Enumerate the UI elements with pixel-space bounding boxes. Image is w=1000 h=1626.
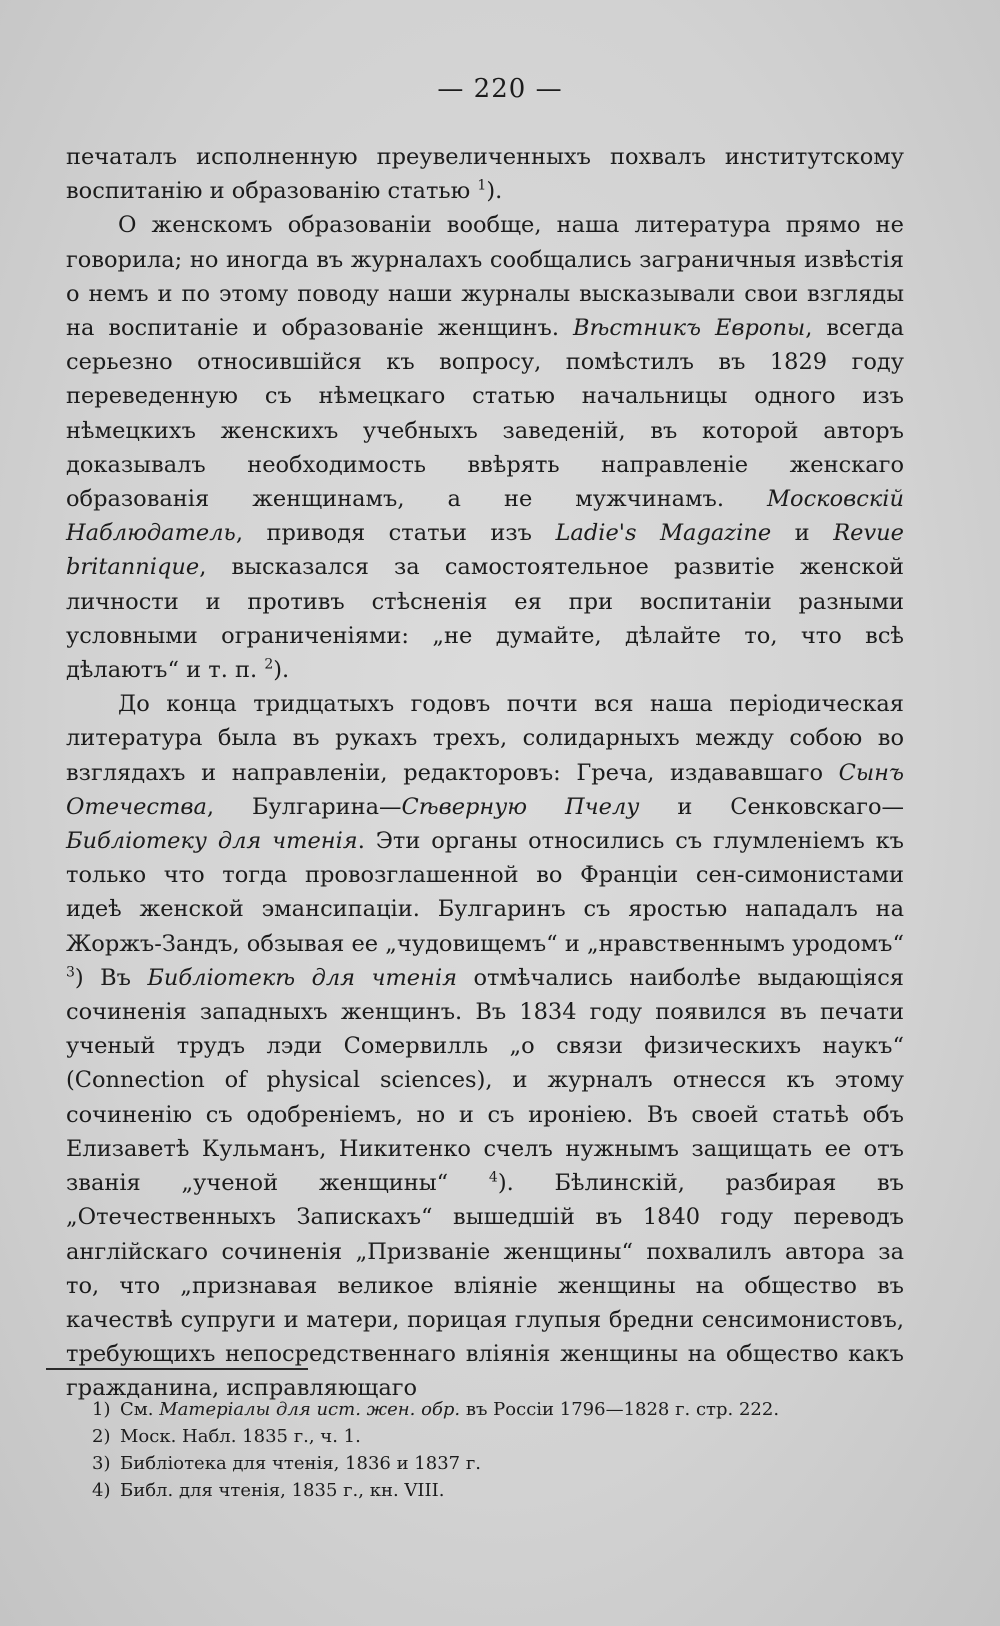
- text-run: . Эти органы относились съ глумленіемъ къ только что тогда провозглашенной во Франціи сен-симонистами идеѣ женской эмансипаціи. Булгаринъ съ яростью нападалъ на Жоржъ-Зандъ, обзывая ее „чудовищемъ“ и „нравственнымъ уродомъ“: [66, 828, 904, 957]
- paragraph: [66, 140, 904, 208]
- italic-title: Московскій Наблюдатель: [66, 486, 904, 547]
- text-run: ).: [486, 178, 503, 205]
- footnotes: [92, 1396, 912, 1504]
- text-run: отмѣчались наиболѣе выдающіяся сочиненія западныхъ женщинъ. Въ 1834 году появился въ печати ученый трудъ лэди Сомервилль „о связи физическихъ наукъ“ (Connection of physical sciences), и журналъ отнесся къ этому сочиненію съ одобреніемъ, но и съ ироніею. Въ своей статьѣ объ Елизаветѣ Кульманъ, Никитенко счелъ нужнымъ защищать ее отъ званія „ученой женщины“: [66, 964, 904, 1197]
- text-run: См.: [120, 1399, 160, 1420]
- italic-title: Матеріалы для ист. жен. обр.: [159, 1399, 461, 1420]
- footnote-reference: 1: [477, 177, 487, 194]
- text-run: ). Бѣлинскій, разбирая въ „Отечественныхъ Запискахъ“ вышедшій въ 1840 году переводъ англійскаго сочиненія „Призваніе женщины“ похвалилъ автора за то, что „признавая великое вліяніе женщины на общество въ качествѣ супруги и матери, порицая глупыя бредни сенсимонистовъ, требующихъ непосредственнаго вліянія женщины на общество какъ гражданина, исправляющаго: [66, 1170, 904, 1402]
- page-number: — 220 —: [437, 74, 563, 104]
- italic-title: Revue britannique: [66, 520, 904, 581]
- footnote-mark: 4): [92, 1480, 111, 1501]
- footnote-mark: 3): [92, 1453, 111, 1474]
- italic-title: Библіотекѣ для чтенія: [147, 964, 458, 991]
- italic-title: Сынъ Отечества: [66, 759, 904, 820]
- footnote: [92, 1477, 912, 1504]
- text-run: До конца тридцатыхъ годовъ почти вся наша періодическая литература была въ рукахъ трехъ, солидарныхъ между собою во взглядахъ и направленіи, редакторовъ: Греча, издававшаго: [66, 691, 904, 786]
- italic-title: Вѣстникъ Европы: [572, 315, 806, 342]
- text-run: Библ. для чтенія, 1835 г., кн. VIII.: [120, 1480, 445, 1501]
- italic-title: Сѣверную Пчелу: [401, 793, 640, 820]
- text-run: ).: [273, 657, 290, 684]
- footnote-reference: 2: [264, 656, 274, 673]
- footnote-mark: 1): [92, 1399, 111, 1420]
- footnote-mark: 2): [92, 1426, 111, 1447]
- footnote: [92, 1423, 912, 1450]
- text-run: и Сенковскаго—: [639, 793, 904, 820]
- text-run: и: [771, 520, 834, 547]
- italic-title: Библіотеку для чтенія: [66, 828, 358, 855]
- text-run: , приводя статьи изъ: [235, 520, 556, 547]
- text-run: ) Въ: [74, 964, 148, 991]
- text-run: , Булгарина—: [206, 793, 402, 820]
- footnote: [92, 1450, 912, 1477]
- text-run: Моск. Набл. 1835 г., ч. 1.: [120, 1426, 361, 1447]
- footnote: [92, 1396, 912, 1423]
- text-run: , высказался за самостоятельное развитіе женской личности и противъ стѣсненія ея при воспитаніи разными условными ограниченіями: „не думайте, дѣлайте то, что всѣ дѣлаютъ“ и т. п.: [66, 554, 904, 684]
- footnote-reference: 4: [488, 1169, 498, 1186]
- text-run: печаталъ исполненную преувеличенныхъ похвалъ институтскому воспитанію и образованію статью: [66, 144, 904, 205]
- footnote-separator: [46, 1368, 308, 1370]
- footnote-reference: 3: [66, 964, 75, 981]
- text-run: , всегда серьезно относившійся къ вопросу, помѣстилъ въ 1829 году переведенную съ нѣмецкаго статью начальницы одного изъ нѣмецкихъ женскихъ учебныхъ заведеній, въ которой авторъ доказывалъ необходимость ввѣрять направленіе женскаго образованія женщинамъ, а не мужчинамъ.: [66, 315, 904, 513]
- paragraph: [66, 208, 904, 687]
- text-run: въ Россіи 1796—1828 г. стр. 222.: [460, 1399, 780, 1420]
- italic-title: Ladie's Magazine: [555, 520, 772, 547]
- main-text: [66, 140, 904, 1406]
- text-run: Библіотека для чтенія, 1836 и 1837 г.: [120, 1453, 481, 1474]
- paragraph: [66, 687, 904, 1405]
- text-run: О женскомъ образованіи вообще, наша литература прямо не говорила; но иногда въ журналахъ сообщались заграничныя извѣстія о немъ и по этому поводу наши журналы высказывали свои взгляды на воспитаніе и образованіе женщинъ.: [66, 212, 904, 342]
